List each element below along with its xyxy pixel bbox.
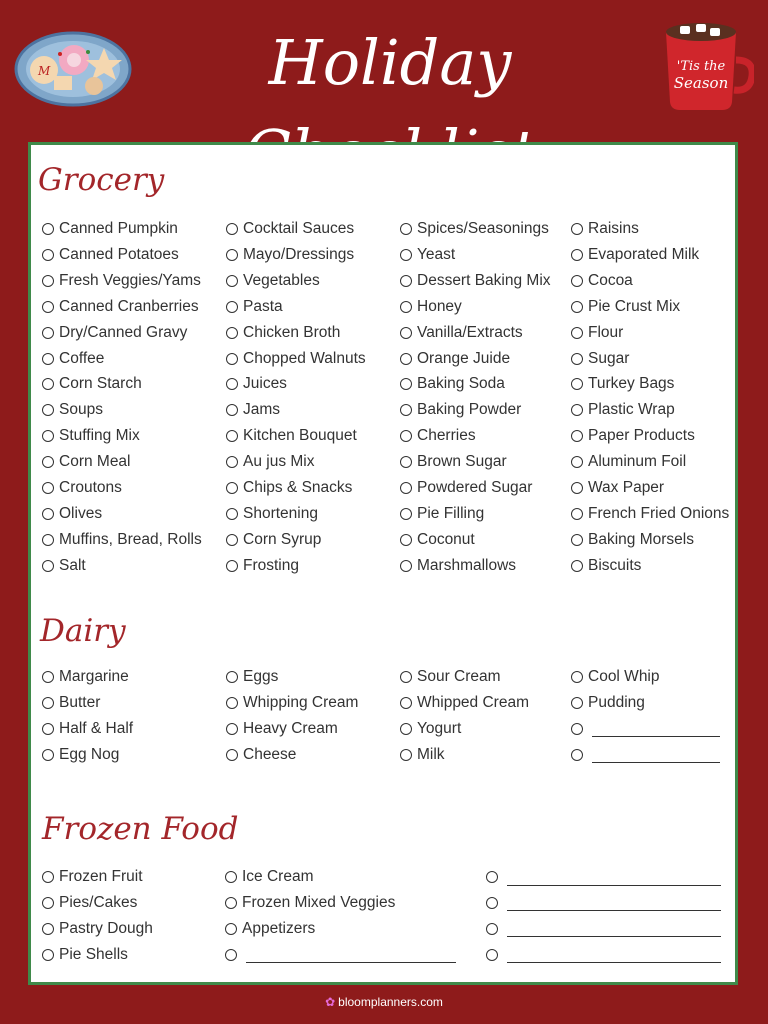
item-label: Kitchen Bouquet (243, 427, 357, 445)
grocery-checklist-item[interactable] (226, 425, 357, 447)
frozen-checklist-item[interactable] (225, 892, 395, 914)
item-label: Coffee (59, 349, 105, 367)
checkbox-circle-icon[interactable] (486, 923, 498, 935)
checkbox-circle-icon[interactable] (400, 301, 412, 313)
checkbox-circle-icon[interactable] (400, 275, 412, 287)
item-label: Cheese (243, 745, 297, 763)
item-label: Jams (243, 401, 281, 419)
item-label: Egg Nog (59, 745, 120, 763)
checkbox-circle-icon[interactable] (486, 871, 498, 883)
item-label: Salt (59, 556, 86, 574)
grocery-checklist-item[interactable] (42, 373, 142, 395)
frozen-checklist-item[interactable] (42, 944, 128, 966)
item-label: Vegetables (243, 271, 320, 289)
item-label: Chopped Walnuts (243, 349, 366, 367)
checkbox-circle-icon[interactable] (226, 482, 238, 494)
checkbox-circle-icon[interactable] (571, 723, 583, 735)
checkbox-circle-icon[interactable] (226, 671, 238, 683)
grocery-checklist-item[interactable] (226, 451, 315, 473)
grocery-checklist-item[interactable] (226, 555, 299, 577)
item-label: Olives (59, 504, 103, 522)
item-label: Frosting (243, 556, 299, 574)
checkbox-circle-icon[interactable] (42, 301, 54, 313)
grocery-checklist-item[interactable] (571, 373, 674, 395)
grocery-checklist-item[interactable] (571, 322, 623, 344)
item-label: Honey (417, 297, 462, 315)
checkbox-circle-icon[interactable] (225, 897, 237, 909)
blank-write-in-line[interactable] (507, 894, 721, 911)
grocery-checklist-item[interactable] (571, 218, 639, 240)
checkbox-circle-icon[interactable] (42, 871, 54, 883)
checkbox-circle-icon[interactable] (42, 430, 54, 442)
checkbox-circle-icon[interactable] (226, 249, 238, 261)
checkbox-circle-icon[interactable] (42, 482, 54, 494)
grocery-checklist-item[interactable] (400, 244, 455, 266)
grocery-checklist-item[interactable] (226, 529, 321, 551)
checkbox-circle-icon[interactable] (42, 508, 54, 520)
item-label: Corn Meal (59, 453, 131, 471)
checkbox-circle-icon[interactable] (571, 456, 583, 468)
item-label: Yeast (417, 245, 456, 263)
checkbox-circle-icon[interactable] (226, 723, 238, 735)
section-title-frozen-food: Frozen Food (42, 811, 239, 847)
item-label: Chicken Broth (243, 323, 341, 341)
checkbox-circle-icon[interactable] (400, 456, 412, 468)
item-label: Marshmallows (417, 556, 517, 574)
svg-text:M: M (38, 64, 51, 78)
checkbox-circle-icon[interactable] (571, 749, 583, 761)
checkbox-circle-icon[interactable] (226, 456, 238, 468)
checkbox-circle-icon[interactable] (571, 482, 583, 494)
svg-text:Season: Season (673, 74, 729, 92)
checkbox-circle-icon[interactable] (226, 534, 238, 546)
item-label: Whipping Cream (243, 693, 359, 711)
checkbox-circle-icon[interactable] (571, 249, 583, 261)
checkbox-circle-icon[interactable] (226, 430, 238, 442)
grocery-checklist-item[interactable] (400, 322, 523, 344)
grocery-checklist-item[interactable] (400, 218, 549, 240)
item-label: Butter (59, 693, 101, 711)
item-label: Eggs (243, 668, 279, 685)
frozen-checklist-item[interactable] (42, 918, 153, 940)
item-label: Orange Juide (417, 349, 511, 367)
item-label: Stuffing Mix (59, 427, 140, 445)
checkbox-circle-icon[interactable] (571, 671, 583, 683)
item-label: Au jus Mix (243, 453, 315, 471)
item-label: Cherries (417, 427, 476, 445)
item-label: Soups (59, 401, 103, 419)
item-label: Frozen Mixed Veggies (242, 893, 396, 911)
checkbox-circle-icon[interactable] (571, 378, 583, 390)
dairy-checklist-item[interactable] (400, 692, 529, 714)
grocery-checklist-item[interactable] (400, 425, 476, 447)
checkbox-circle-icon[interactable] (400, 671, 412, 683)
item-label: Corn Syrup (243, 530, 322, 548)
item-label: Mayo/Dressings (243, 245, 355, 263)
grocery-checklist-item[interactable] (400, 348, 510, 370)
item-label: Flour (588, 323, 624, 341)
checkbox-circle-icon[interactable] (42, 671, 54, 683)
checkbox-circle-icon[interactable] (226, 560, 238, 572)
blank-write-in-line[interactable] (507, 920, 721, 937)
checkbox-circle-icon[interactable] (571, 353, 583, 365)
checkbox-circle-icon[interactable] (571, 301, 583, 313)
grocery-checklist-item[interactable] (400, 555, 516, 577)
checkbox-circle-icon[interactable] (226, 404, 238, 416)
item-label: Powdered Sugar (417, 479, 533, 496)
item-label: Brown Sugar (417, 453, 507, 471)
item-label: Biscuits (588, 556, 642, 574)
item-label: Cocktail Sauces (243, 220, 355, 237)
blank-write-in-line[interactable] (592, 746, 720, 763)
item-label: Sour Cream (417, 668, 501, 685)
checkbox-circle-icon[interactable] (225, 949, 237, 961)
grocery-checklist-item[interactable] (42, 477, 122, 499)
grocery-checklist-item[interactable] (226, 322, 340, 344)
dairy-checklist-item[interactable] (400, 666, 501, 688)
frozen-checklist-item[interactable] (42, 892, 137, 914)
item-label: Croutons (59, 479, 122, 496)
item-label: Sugar (588, 349, 630, 367)
grocery-checklist-item[interactable] (42, 503, 102, 525)
checkbox-circle-icon[interactable] (42, 923, 54, 935)
checkbox-circle-icon[interactable] (42, 404, 54, 416)
item-label: Canned Pumpkin (59, 220, 178, 237)
checkbox-circle-icon[interactable] (400, 508, 412, 520)
item-label: Heavy Cream (243, 719, 338, 737)
dairy-checklist-item[interactable] (226, 666, 278, 688)
checkbox-circle-icon[interactable] (571, 560, 583, 572)
checkbox-circle-icon[interactable] (571, 223, 583, 235)
grocery-checklist-item[interactable] (571, 555, 641, 577)
item-label: Dry/Canned Gravy (59, 323, 188, 341)
page-title: Holiday (268, 26, 512, 99)
grocery-checklist-item[interactable] (42, 529, 202, 551)
footer-site: bloomplanners.com (338, 995, 443, 1009)
item-label: Plastic Wrap (588, 401, 675, 419)
frozen-checklist-item[interactable] (225, 866, 314, 888)
item-label: Juices (243, 375, 287, 393)
dairy-checklist-item[interactable] (571, 744, 720, 766)
section-title-grocery: Grocery (38, 162, 165, 198)
item-label: Baking Morsels (588, 530, 694, 548)
checkbox-circle-icon[interactable] (400, 534, 412, 546)
checkbox-circle-icon[interactable] (571, 275, 583, 287)
checkbox-circle-icon[interactable] (400, 378, 412, 390)
grocery-checklist-item[interactable] (42, 218, 178, 240)
item-label: Margarine (59, 668, 129, 685)
grocery-checklist-item[interactable] (571, 451, 686, 473)
checkbox-circle-icon[interactable] (225, 871, 237, 883)
grocery-checklist-item[interactable] (400, 373, 505, 395)
checkbox-circle-icon[interactable] (400, 404, 412, 416)
grocery-checklist-item[interactable] (226, 477, 352, 499)
grocery-checklist-item[interactable] (571, 529, 694, 551)
item-label: Cocoa (588, 271, 633, 289)
item-label: Frozen Fruit (59, 868, 143, 885)
item-label: Milk (417, 745, 445, 763)
item-label: Baking Soda (417, 375, 505, 393)
checkbox-circle-icon[interactable] (400, 327, 412, 339)
checkbox-circle-icon[interactable] (400, 723, 412, 735)
grocery-checklist-item[interactable] (571, 270, 633, 292)
grocery-checklist-item[interactable] (226, 373, 287, 395)
item-label: Muffins, Bread, Rolls (59, 530, 202, 548)
grocery-checklist-item[interactable] (42, 399, 103, 421)
grocery-checklist-item[interactable] (400, 296, 462, 318)
checkbox-circle-icon[interactable] (226, 223, 238, 235)
item-label: Pie Crust Mix (588, 297, 681, 315)
checkbox-circle-icon[interactable] (226, 301, 238, 313)
item-label: Spices/Seasonings (417, 220, 549, 237)
checkbox-circle-icon[interactable] (42, 327, 54, 339)
frozen-checklist-item[interactable] (42, 866, 143, 888)
item-label: Baking Powder (417, 401, 522, 419)
checkbox-circle-icon[interactable] (42, 353, 54, 365)
grocery-checklist-item[interactable] (571, 296, 680, 318)
flower-icon: ✿ (325, 995, 336, 1009)
checkbox-circle-icon[interactable] (400, 749, 412, 761)
grocery-checklist-item[interactable] (226, 218, 354, 240)
section-title-dairy: Dairy (40, 613, 126, 649)
grocery-checklist-item[interactable] (42, 244, 179, 266)
checkbox-circle-icon[interactable] (226, 353, 238, 365)
checkbox-circle-icon[interactable] (42, 249, 54, 261)
checkbox-circle-icon[interactable] (42, 275, 54, 287)
item-label: Pudding (588, 693, 645, 711)
item-label: Pastry Dough (59, 919, 153, 937)
grocery-checklist-item[interactable] (571, 244, 699, 266)
grocery-checklist-item[interactable] (571, 399, 675, 421)
dairy-checklist-item[interactable] (571, 666, 660, 688)
dairy-checklist-item[interactable] (400, 718, 461, 740)
frozen-checklist-item[interactable] (486, 892, 721, 914)
grocery-checklist-item[interactable] (226, 296, 283, 318)
item-label: Yogurt (417, 719, 462, 737)
item-label: Pie Shells (59, 945, 128, 963)
dairy-checklist-item[interactable] (42, 666, 129, 688)
checkbox-circle-icon[interactable] (226, 697, 238, 709)
hot-cocoa-mug-illustration (658, 18, 754, 114)
item-label: Dessert Baking Mix (417, 271, 551, 289)
grocery-checklist-item[interactable] (400, 451, 507, 473)
grocery-checklist-item[interactable] (571, 477, 664, 499)
grocery-checklist-item[interactable] (226, 503, 318, 525)
checkbox-circle-icon[interactable] (571, 327, 583, 339)
item-label: Pie Filling (417, 504, 485, 522)
dairy-checklist-item[interactable] (571, 718, 720, 740)
item-label: Paper Products (588, 427, 695, 445)
grocery-checklist-item[interactable] (42, 425, 140, 447)
checkbox-circle-icon[interactable] (486, 949, 498, 961)
grocery-checklist-item[interactable] (42, 322, 187, 344)
dairy-checklist-item[interactable] (42, 744, 119, 766)
grocery-checklist-item[interactable] (226, 399, 280, 421)
dairy-checklist-item[interactable] (42, 718, 133, 740)
grocery-checklist-item[interactable] (400, 477, 532, 499)
frozen-checklist-item[interactable] (486, 918, 721, 940)
checkbox-circle-icon[interactable] (42, 949, 54, 961)
dairy-checklist-item[interactable] (571, 692, 645, 714)
grocery-checklist-item[interactable] (400, 503, 484, 525)
checkbox-circle-icon[interactable] (42, 897, 54, 909)
frozen-checklist-item[interactable] (486, 866, 721, 888)
dairy-checklist-item[interactable] (226, 744, 296, 766)
grocery-checklist-item[interactable] (571, 348, 629, 370)
checkbox-circle-icon[interactable] (571, 508, 583, 520)
checkbox-circle-icon[interactable] (226, 327, 238, 339)
item-label: Shortening (243, 504, 318, 522)
item-label: Coconut (417, 530, 475, 548)
blank-write-in-line[interactable] (507, 946, 721, 963)
checkbox-circle-icon[interactable] (42, 456, 54, 468)
item-label: Vanilla/Extracts (417, 323, 523, 341)
svg-text:'Tis the: 'Tis the (676, 59, 726, 74)
item-label: Chips & Snacks (243, 479, 353, 496)
frozen-checklist-item[interactable] (225, 944, 456, 966)
checkbox-circle-icon[interactable] (400, 430, 412, 442)
footer (0, 995, 768, 1009)
item-label: French Fried Onions (588, 504, 730, 522)
checkbox-circle-icon[interactable] (42, 560, 54, 572)
item-label: Evaporated Milk (588, 245, 700, 263)
grocery-checklist-item[interactable] (226, 348, 366, 370)
dairy-checklist-item[interactable] (226, 718, 338, 740)
grocery-checklist-item[interactable] (400, 270, 551, 292)
item-label: Pies/Cakes (59, 893, 138, 911)
item-label: Turkey Bags (588, 375, 675, 393)
checkbox-circle-icon[interactable] (226, 508, 238, 520)
checkbox-circle-icon[interactable] (571, 697, 583, 709)
item-label: Appetizers (242, 919, 316, 937)
item-label: Half & Half (59, 719, 134, 737)
checkbox-circle-icon[interactable] (42, 749, 54, 761)
frozen-checklist-item[interactable] (225, 918, 315, 940)
grocery-checklist-item[interactable] (400, 529, 475, 551)
item-label: Ice Cream (242, 868, 314, 885)
checkbox-circle-icon[interactable] (400, 560, 412, 572)
dairy-checklist-item[interactable] (226, 692, 358, 714)
checkbox-circle-icon[interactable] (571, 534, 583, 546)
blank-write-in-line[interactable] (592, 720, 720, 737)
grocery-checklist-item[interactable] (571, 425, 695, 447)
checkbox-circle-icon[interactable] (400, 249, 412, 261)
checkbox-circle-icon[interactable] (42, 534, 54, 546)
checkbox-circle-icon[interactable] (226, 749, 238, 761)
checkbox-circle-icon[interactable] (226, 275, 238, 287)
checkbox-circle-icon[interactable] (400, 482, 412, 494)
checkbox-circle-icon[interactable] (226, 378, 238, 390)
checkbox-circle-icon[interactable] (400, 697, 412, 709)
checkbox-circle-icon[interactable] (571, 404, 583, 416)
item-label: Cool Whip (588, 668, 660, 685)
blank-write-in-line[interactable] (507, 869, 721, 886)
checkbox-circle-icon[interactable] (571, 430, 583, 442)
checkbox-circle-icon[interactable] (42, 723, 54, 735)
grocery-checklist-item[interactable] (42, 555, 86, 577)
blank-write-in-line[interactable] (246, 946, 456, 963)
item-label: Canned Cranberries (59, 297, 199, 315)
grocery-checklist-item[interactable] (571, 503, 729, 525)
frozen-checklist-item[interactable] (486, 944, 721, 966)
grocery-checklist-item[interactable] (226, 270, 320, 292)
item-label: Wax Paper (588, 479, 665, 496)
item-label: Aluminum Foil (588, 453, 687, 471)
item-label: Fresh Veggies/Yams (59, 271, 201, 289)
item-label: Raisins (588, 220, 639, 237)
grocery-checklist-item[interactable] (400, 399, 521, 421)
grocery-checklist-item[interactable] (42, 348, 104, 370)
checkbox-circle-icon[interactable] (42, 378, 54, 390)
grocery-checklist-item[interactable] (226, 244, 354, 266)
item-label: Corn Starch (59, 375, 142, 393)
checkbox-circle-icon[interactable] (486, 897, 498, 909)
item-label: Canned Potatoes (59, 245, 179, 263)
dairy-checklist-item[interactable] (42, 692, 100, 714)
item-label: Pasta (243, 297, 283, 315)
item-label: Whipped Cream (417, 693, 529, 711)
grocery-checklist-item[interactable] (42, 296, 199, 318)
checkbox-circle-icon[interactable] (42, 697, 54, 709)
checkbox-circle-icon[interactable] (400, 353, 412, 365)
checkbox-circle-icon[interactable] (42, 223, 54, 235)
grocery-checklist-item[interactable] (42, 451, 131, 473)
checkbox-circle-icon[interactable] (400, 223, 412, 235)
grocery-checklist-item[interactable] (42, 270, 201, 292)
cookie-plate-illustration (14, 30, 132, 108)
checkbox-circle-icon[interactable] (225, 923, 237, 935)
dairy-checklist-item[interactable] (400, 744, 445, 766)
